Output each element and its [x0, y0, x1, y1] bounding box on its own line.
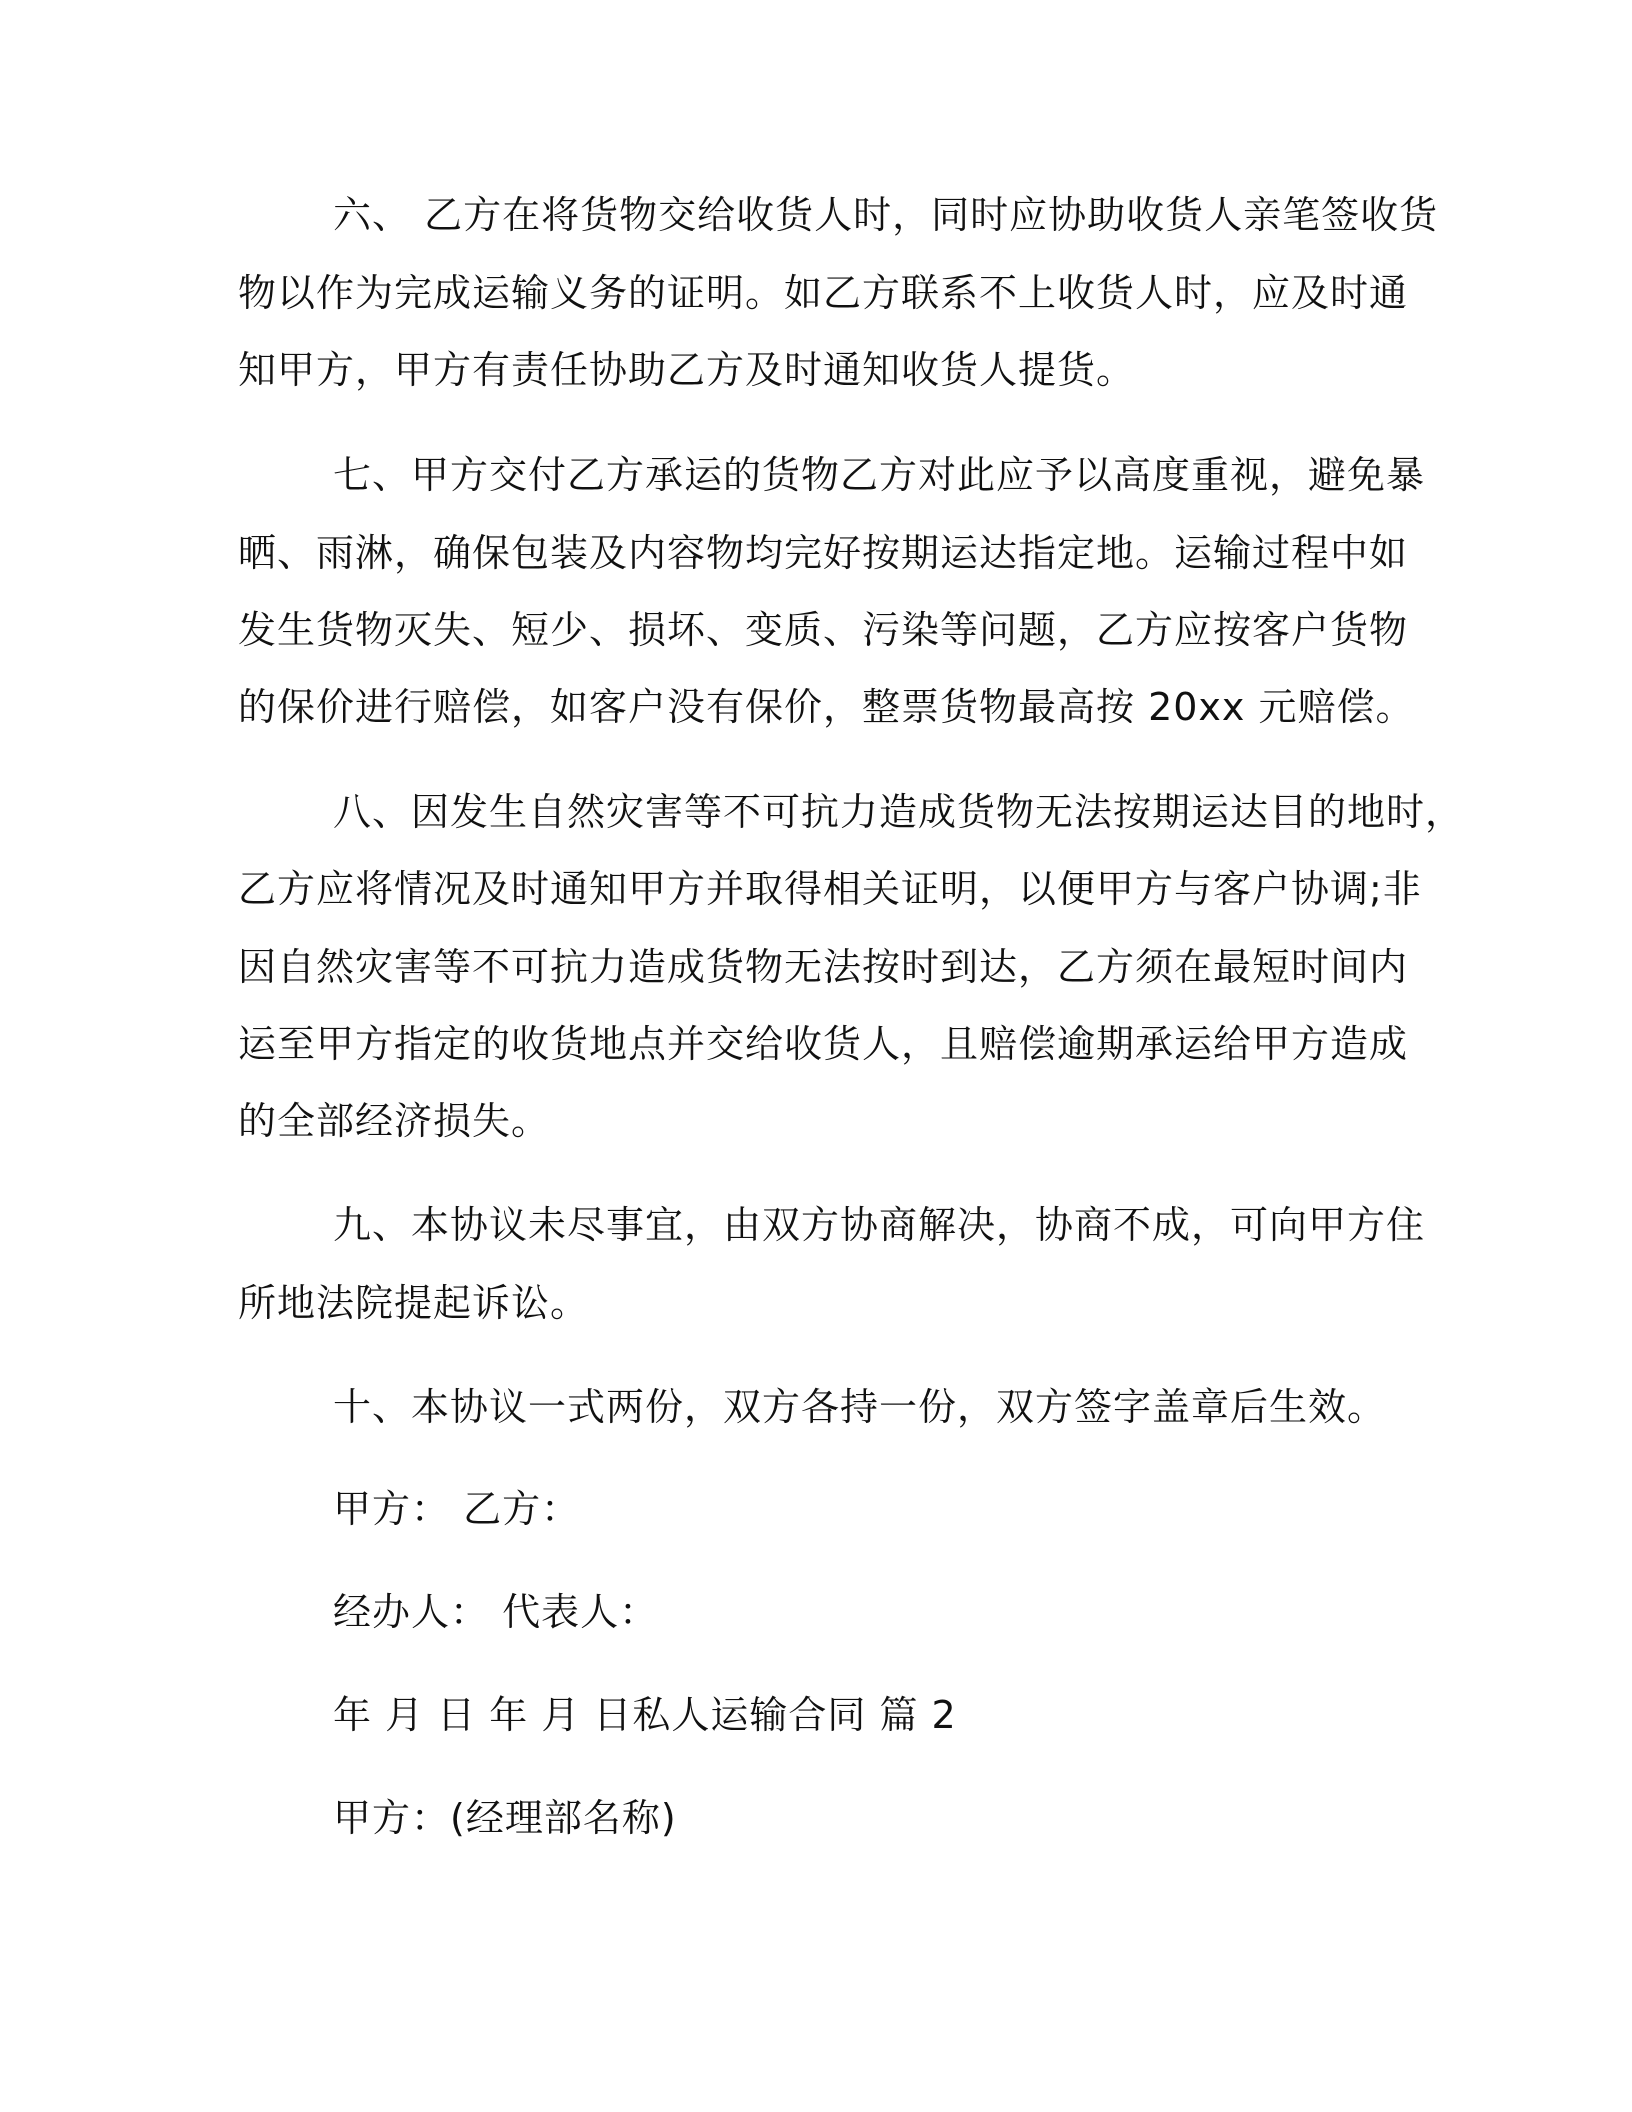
clause-9-line-2: 所地法院提起诉讼。: [238, 1281, 590, 1325]
signature-agents: 经办人： 代表人：: [333, 1590, 659, 1634]
clause-6-line-2: 物以作为完成运输义务的证明。如乙方联系不上收货人时，应及时通: [238, 271, 1409, 315]
clause-7-line-4: 的保价进行赔偿，如客户没有保价，整票货物最高按 20xx 元赔偿。: [238, 685, 1415, 729]
clause-10-line-1: 十、本协议一式两份，双方各持一份，双方签字盖章后生效。: [333, 1385, 1387, 1429]
clause-6-line-3: 知甲方，甲方有责任协助乙方及时通知收货人提货。: [238, 348, 1136, 392]
clause-9-line-1: 九、本协议未尽事宜，由双方协商解决，协商不成，可向甲方住: [333, 1203, 1426, 1247]
clause-8-line-3: 因自然灾害等不可抗力造成货物无法按时到达，乙方须在最短时间内: [238, 945, 1409, 989]
clause-7-line-1: 七、甲方交付乙方承运的货物乙方对此应予以高度重视，避免暴: [333, 453, 1426, 497]
clause-6-line-1: 六、 乙方在将货物交给收货人时，同时应协助收货人亲笔签收货: [333, 193, 1439, 237]
clause-8-line-1: 八、因发生自然灾害等不可抗力造成货物无法按期运达目的地时，: [333, 790, 1465, 834]
signature-parties: 甲方： 乙方：: [333, 1487, 581, 1531]
clause-8-line-5: 的全部经济损失。: [238, 1099, 551, 1143]
clause-7-line-3: 发生货物灭失、短少、损坏、变质、污染等问题，乙方应按客户货物: [238, 608, 1409, 652]
clause-8-line-4: 运至甲方指定的收货地点并交给收货人，且赔偿逾期承运给甲方造成: [238, 1022, 1409, 1066]
clause-8-line-2: 乙方应将情况及时通知甲方并取得相关证明，以便甲方与客户协调;非: [238, 867, 1422, 911]
date-and-contract-heading: 年 月 日 年 月 日私人运输合同 篇 2: [333, 1693, 957, 1737]
clause-7-line-2: 晒、雨淋，确保包装及内容物均完好按期运达指定地。运输过程中如: [238, 531, 1409, 575]
party-a-name: 甲方：(经理部名称): [333, 1796, 677, 1840]
